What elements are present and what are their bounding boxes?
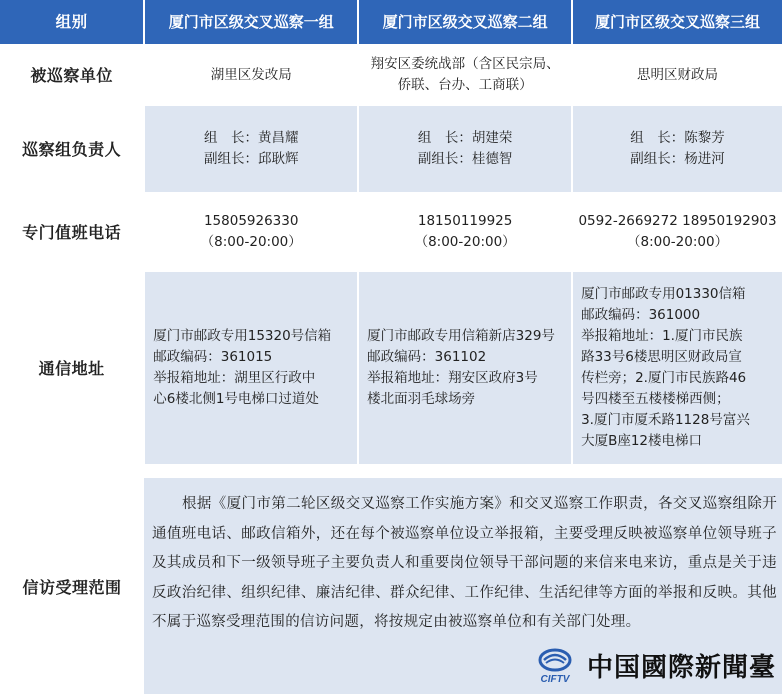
table-row-unit <box>0 44 782 106</box>
leader-group-2 <box>359 106 571 192</box>
address-group-2 <box>359 272 571 464</box>
phone-group-2 <box>359 192 571 272</box>
unit-group-1: 湖里区发改局 <box>145 44 357 106</box>
phone-group-2-number: 18150119925 <box>417 213 513 229</box>
unit-group-2 <box>359 44 571 106</box>
row-label-scope: 信访受理范围 <box>0 478 144 694</box>
phone-group-1-number: 15805926330 <box>203 213 299 229</box>
header-group-label: 组别 <box>0 0 143 44</box>
address-group-3-line: 大厦B座12楼电梯口 <box>581 433 703 449</box>
phone-group-3 <box>573 192 782 272</box>
phone-group-2-hours: （8:00-20:00） <box>414 234 516 250</box>
address-group-3-line: 路33号6楼思明区财政局宣 <box>581 349 742 365</box>
address-group-3-line: 厦门市邮政专用01330信箱 <box>581 286 746 302</box>
cifvt-logo-icon <box>531 646 579 684</box>
address-group-3-line: 3.厦门市厦禾路1128号富兴 <box>581 412 750 428</box>
broadcaster-watermark <box>531 646 776 684</box>
leader-group-2-chief: 组 长：胡建荣 <box>417 130 513 146</box>
scope-description-cell <box>144 478 782 694</box>
leader-group-3 <box>573 106 782 192</box>
address-group-2-line: 厦门市邮政专用信箱新店329号 <box>367 328 555 344</box>
address-group-1-line: 厦门市邮政专用15320号信箱 <box>153 328 332 344</box>
address-group-1 <box>145 272 357 464</box>
phone-group-3-number: 0592-2669272 18950192903 <box>578 213 777 229</box>
row-label-address: 通信地址 <box>0 272 143 464</box>
address-group-3-line: 举报箱地址：1.厦门市民族 <box>581 328 743 344</box>
unit-group-3: 思明区财政局 <box>573 44 782 106</box>
unit-group-2-line-2: 侨联、台办、工商联） <box>397 77 533 93</box>
scope-description-text: 根据《厦门市第二轮区级交叉巡察工作实施方案》和交叉巡察工作职责，各交叉巡察组除开通值班电话、邮政信箱外，还在每个被巡察单位设立举报箱，主要受理反映被巡察单位领导班子及其成员和下一级领导班子主要负责人和重要岗位领导干部问题的来信来电来访，重点是关于违反政治纪律、组织纪律、廉洁纪律、群众纪律、工作纪律、生活纪律等方面的举报和反映。其他不属于巡察受理范围的信访问题，将按规定由被巡察单位和有关部门处理。 <box>152 496 777 630</box>
address-group-2-line: 楼北面羽毛球场旁 <box>367 391 476 407</box>
leader-group-2-deputy: 副组长：桂德智 <box>417 151 513 167</box>
row-label-unit: 被巡察单位 <box>0 44 143 106</box>
row-label-phone: 专门值班电话 <box>0 192 143 272</box>
leader-group-1-deputy: 副组长：邱耿辉 <box>203 151 299 167</box>
leader-group-1 <box>145 106 357 192</box>
leader-group-1-chief: 组 长：黄昌耀 <box>203 130 299 146</box>
table-row-leader <box>0 106 782 192</box>
header-group-3: 厦门市区级交叉巡察三组 <box>573 0 782 44</box>
leader-group-3-deputy: 副组长：杨进河 <box>630 151 725 167</box>
header-group-2: 厦门市区级交叉巡察二组 <box>359 0 571 44</box>
address-group-3 <box>573 272 782 464</box>
address-group-3-line: 邮政编码：361000 <box>581 307 701 323</box>
header-group-1: 厦门市区级交叉巡察一组 <box>145 0 357 44</box>
address-group-1-line: 举报箱地址：湖里区行政中 <box>153 370 316 386</box>
phone-group-3-hours: （8:00-20:00） <box>626 234 729 250</box>
address-group-2-line: 邮政编码：361102 <box>367 349 487 365</box>
logo-abbrev: CIFTV <box>540 674 570 684</box>
address-group-1-line: 心6楼北侧1号电梯口过道处 <box>153 391 319 407</box>
broadcaster-name: 中国國際新聞臺 <box>586 652 776 683</box>
table-header-row <box>0 0 782 44</box>
address-group-1-line: 邮政编码：361015 <box>153 349 273 365</box>
phone-group-1 <box>145 192 357 272</box>
unit-group-2-line-1: 翔安区委统战部（含区民宗局、 <box>370 56 560 72</box>
leader-group-3-chief: 组 长：陈黎芳 <box>630 130 725 146</box>
address-group-2-line: 举报箱地址：翔安区政府3号 <box>367 370 538 386</box>
row-label-leader: 巡察组负责人 <box>0 106 143 192</box>
address-group-3-line: 传栏旁；2.厦门市民族路46 <box>581 370 747 386</box>
phone-group-1-hours: （8:00-20:00） <box>200 234 302 250</box>
table-row-phone <box>0 192 782 272</box>
table-row-address <box>0 272 782 464</box>
address-group-3-line: 号四楼至五楼楼梯西侧； <box>581 391 730 407</box>
